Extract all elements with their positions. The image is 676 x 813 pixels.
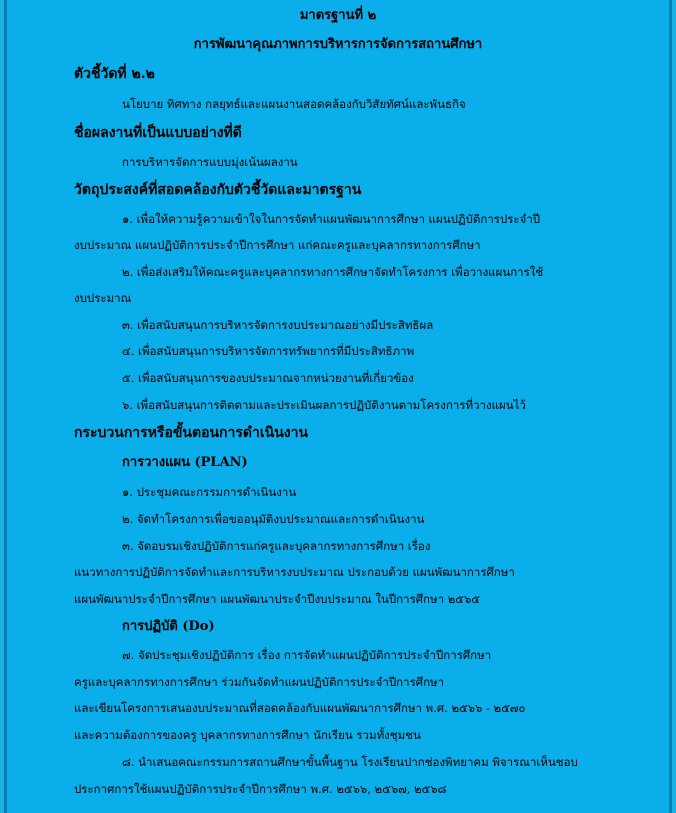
do-step-8-line-1: ๘. นำเสนอคณะกรรมการสถานศึกษาขั้นพื้นฐาน โรงเรียนปากช่องพิทยาคม พิจารณาเห็นชอบ	[122, 755, 578, 769]
objective-2-line-2: งบประมาณ	[74, 291, 132, 305]
standard-title: มาตรฐานที่ ๒	[299, 8, 377, 23]
plan-step-2: ๒. จัดทำโครงการเพื่อขออนุมัติงบประมาณและการดำเนินงาน	[122, 512, 425, 526]
objective-3: ๓. เพื่อสนับสนุนการบริหารจัดการงบประมาณอย่างมีประสิทธิผล	[122, 318, 434, 332]
do-step-7-line-3: และเขียนโครงการเสนองบประมาณที่สอดคล้องกับแผนพัฒนาการศึกษา พ.ศ. ๒๕๖๖ - ๒๕๗๐	[74, 701, 526, 715]
indicator-heading: ตัวชี้วัดที่ ๒.๒	[74, 66, 155, 82]
best-practice-heading: ชื่อผลงานที่เป็นแบบอย่างที่ดี	[74, 125, 242, 141]
plan-step-3-line-2: แนวทางการปฏิบัติการจัดทำและการบริหารงบประมาณ ประกอบด้วย แผนพัฒนาการศึกษา	[74, 565, 515, 579]
indicator-text: นโยบาย ทิศทาง กลยุทธ์และแผนงานสอดคล้องกับวิสัยทัศน์และพันธกิจ	[122, 97, 466, 111]
objectives-heading: วัตถุประสงค์ที่สอดคล้องกับตัวชี้วัดและมาตรฐาน	[74, 182, 362, 198]
do-heading: การปฏิบัติ (Do)	[122, 619, 215, 634]
plan-step-1: ๑. ประชุมคณะกรรมการดำเนินงาน	[122, 485, 297, 499]
process-heading: กระบวนการหรือขั้นตอนการดำเนินงาน	[74, 425, 309, 441]
objective-5: ๕. เพื่อสนับสนุนการของบประมาณจากหน่วยงานที่เกี่ยวข้อง	[122, 371, 414, 385]
do-step-8-line-2: ประกาศการใช้แผนปฏิบัติการประจำปีการศึกษา พ.ศ. ๒๕๖๖, ๒๕๖๗, ๒๕๖๘	[74, 782, 447, 796]
objective-2-line-1: ๒. เพื่อส่งเสริมให้คณะครูและบุคลากรทางการศึกษาจัดทำโครงการ เพื่อวางแผนการใช้	[122, 265, 544, 279]
do-step-7-line-1: ๗. จัดประชุมเชิงปฏิบัติการ เรื่อง การจัดทำแผนปฏิบัติการประจำปีการศึกษา	[122, 648, 492, 662]
objective-1-line-2: งบประมาณ แผนปฏิบัติการประจำปีการศึกษา แก่คณะครูและบุคลากรทางการศึกษา	[74, 238, 481, 252]
objective-6: ๖. เพื่อสนับสนุนการติดตามและประเมินผลการปฏิบัติงานตามโครงการที่วางแผนไว้	[122, 398, 526, 412]
objective-1-line-1: ๑. เพื่อให้ความรู้ความเข้าใจในการจัดทำแผนพัฒนาการศึกษา แผนปฏิบัติการประจำปี	[122, 212, 541, 226]
do-step-7-line-4: และความต้องการของครู บุคลากรทางการศึกษา นักเรียน รวมทั้งชุมชน	[74, 728, 421, 742]
plan-step-3-line-1: ๓. จัดอบรมเชิงปฏิบัติการแก่ครูและบุคลากรทางการศึกษา เรื่อง	[122, 539, 431, 553]
plan-heading: การวางแผน (PLAN)	[122, 455, 248, 470]
do-step-7-line-2: ครูและบุคลากรทางการศึกษา ร่วมกันจัดทำแผนปฏิบัติการประจำปีการศึกษา	[74, 675, 445, 689]
document-subtitle: การพัฒนาคุณภาพการบริหารการจัดการสถานศึกษา	[193, 37, 483, 52]
objective-4: ๔. เพื่อสนับสนุนการบริหารจัดการทรัพยากรที่มีประสิทธิภาพ	[122, 344, 415, 358]
document-page	[4, 0, 672, 813]
page-left-border	[4, 0, 7, 813]
plan-step-3-line-3: แผนพัฒนาประจำปีการศึกษา แผนพัฒนาประจำปีงบประมาณ ในปีการศึกษา ๒๕๖๕	[74, 592, 480, 606]
best-practice-text: การบริหารจัดการแบบมุ่งเน้นผลงาน	[122, 155, 298, 169]
